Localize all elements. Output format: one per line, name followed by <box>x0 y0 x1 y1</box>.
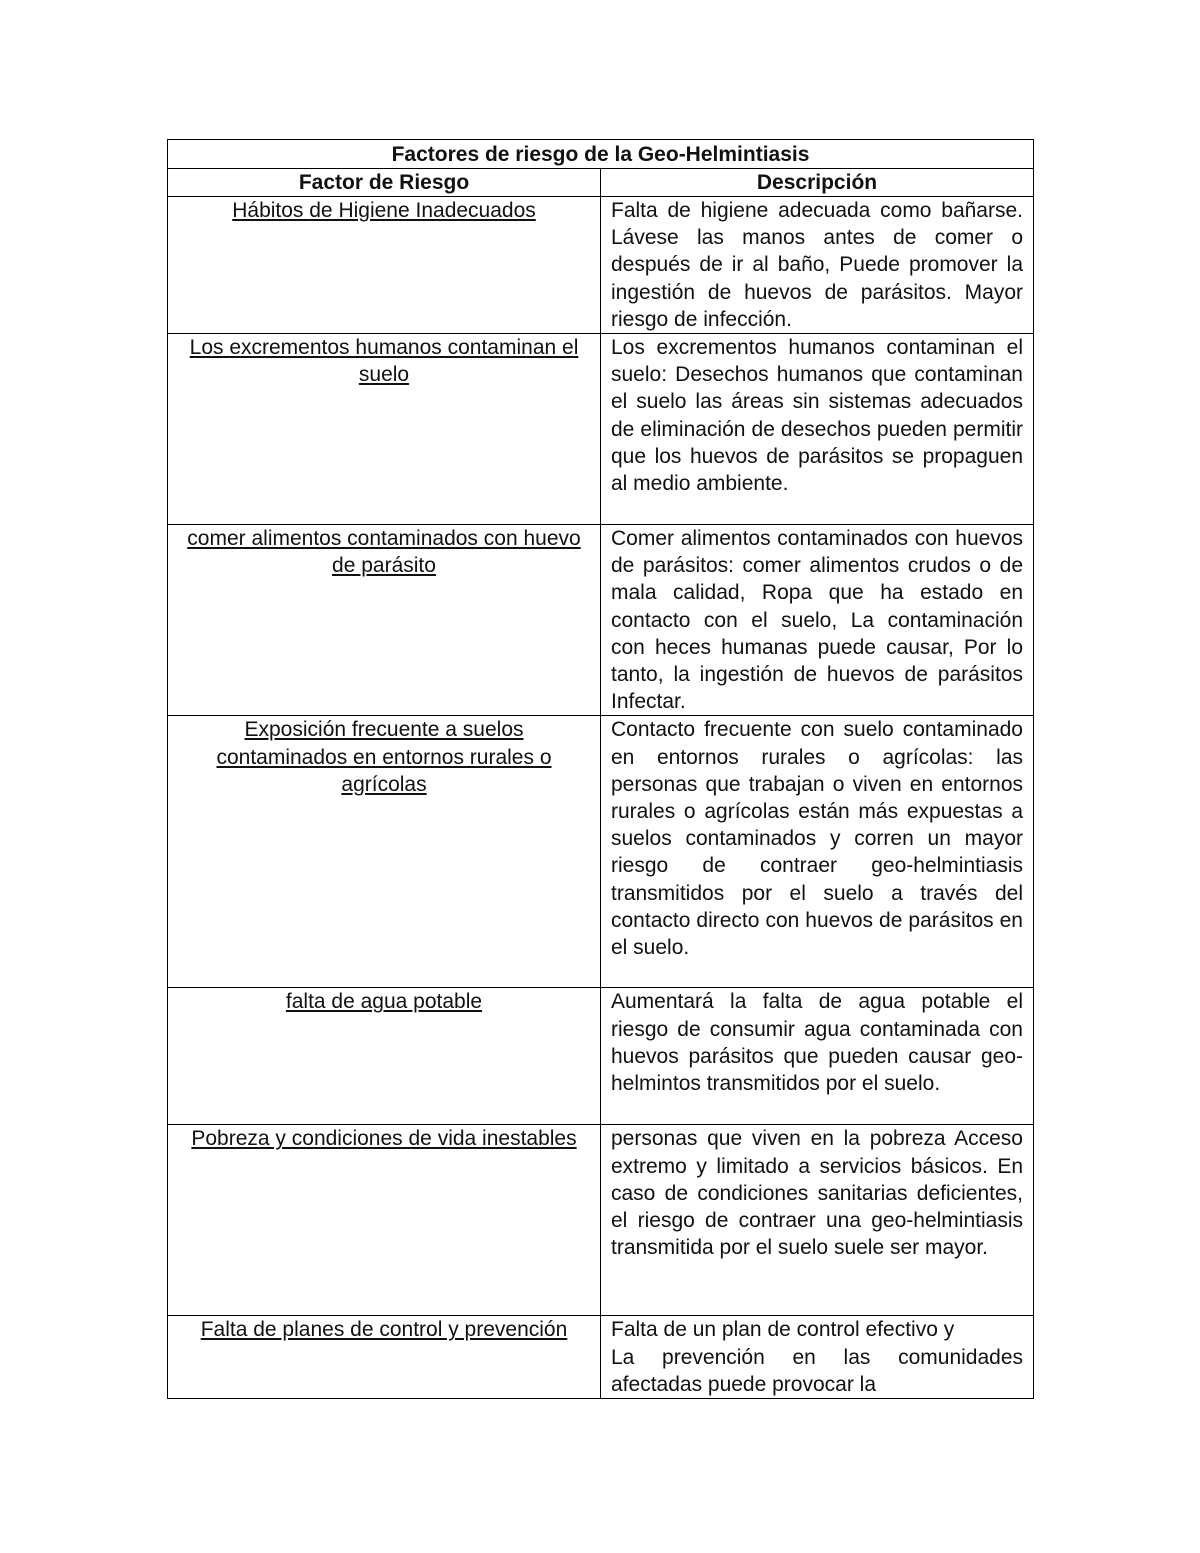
table-row <box>168 988 1034 1125</box>
factor-cell <box>168 1316 601 1399</box>
table-row <box>168 525 1034 716</box>
description-cell: Falta de higiene adecuada como bañarse. Lávese las manos antes de comer o después de ir al baño, Puede promover la ingestión de huevos de parásitos. Mayor riesgo de infección. <box>601 197 1034 334</box>
header-description: Descripción <box>601 169 1034 197</box>
description-line: La prevención en las comunidades afectadas puede provocar la <box>611 1345 1023 1396</box>
description-cell <box>601 1316 1034 1399</box>
factor-text: Falta de planes de control y prevención <box>200 1318 568 1342</box>
factor-text: Exposición frecuente a suelos contaminados en entornos rurales o agrícolas <box>216 718 552 796</box>
description-cell: Los excrementos humanos contaminan el suelo: Desechos humanos que contaminan el suelo las áreas sin sistemas adecuados de eliminación de desechos pueden permitir que los huevos de parásitos se propaguen al medio ambiente. <box>601 334 1034 525</box>
table-row <box>168 334 1034 525</box>
table-title-row <box>168 140 1034 169</box>
factor-cell <box>168 525 601 716</box>
factor-text: Pobreza y condiciones de vida inestables <box>191 1127 577 1151</box>
header-factor: Factor de Riesgo <box>168 169 601 197</box>
description-cell: Aumentará la falta de agua potable el riesgo de consumir agua contaminada con huevos parásitos que pueden causar geo-helmintos transmitidos por el suelo. <box>601 988 1034 1125</box>
table-row <box>168 716 1034 988</box>
factor-text: Hábitos de Higiene Inadecuados <box>232 199 536 222</box>
description-cell: Comer alimentos contaminados con huevos de parásitos: comer alimentos crudos o de mala calidad, Ropa que ha estado en contacto con el suelo, La contaminación con heces humanas puede causar, Por lo tanto, la ingestión de huevos de parásitos Infectar. <box>601 525 1034 716</box>
table-header-row <box>168 169 1034 197</box>
factor-cell <box>168 716 601 988</box>
table-row <box>168 1316 1034 1399</box>
factor-text: falta de agua potable <box>285 990 483 1014</box>
table-row <box>168 1125 1034 1316</box>
factor-text: Los excrementos humanos contaminan el suelo <box>189 336 579 387</box>
description-cell: personas que viven en la pobreza Acceso extremo y limitado a servicios básicos. En caso de condiciones sanitarias deficientes, el riesgo de contraer una geo-helmintiasis transmitida por el suelo suele ser mayor. <box>601 1125 1034 1316</box>
factor-cell <box>168 334 601 525</box>
table-title: Factores de riesgo de la Geo-Helmintiasis <box>168 140 1034 169</box>
factor-cell <box>168 1125 601 1316</box>
factor-cell <box>168 197 601 334</box>
factor-text: comer alimentos contaminados con huevo de parásito <box>187 527 581 578</box>
description-cell: Contacto frecuente con suelo contaminado en entornos rurales o agrícolas: las personas que trabajan o viven en entornos rurales o agrícolas están más expuestas a suelos contaminados y corren un mayor riesgo de contraer geo-helmintiasis transmitidos por el suelo a través del contacto directo con huevos de parásitos en el suelo. <box>601 716 1034 988</box>
table-row <box>168 197 1034 334</box>
risk-factors-table <box>167 139 1034 1399</box>
description-line: Falta de un plan de control efectivo y <box>611 1318 955 1342</box>
factor-cell <box>168 988 601 1125</box>
